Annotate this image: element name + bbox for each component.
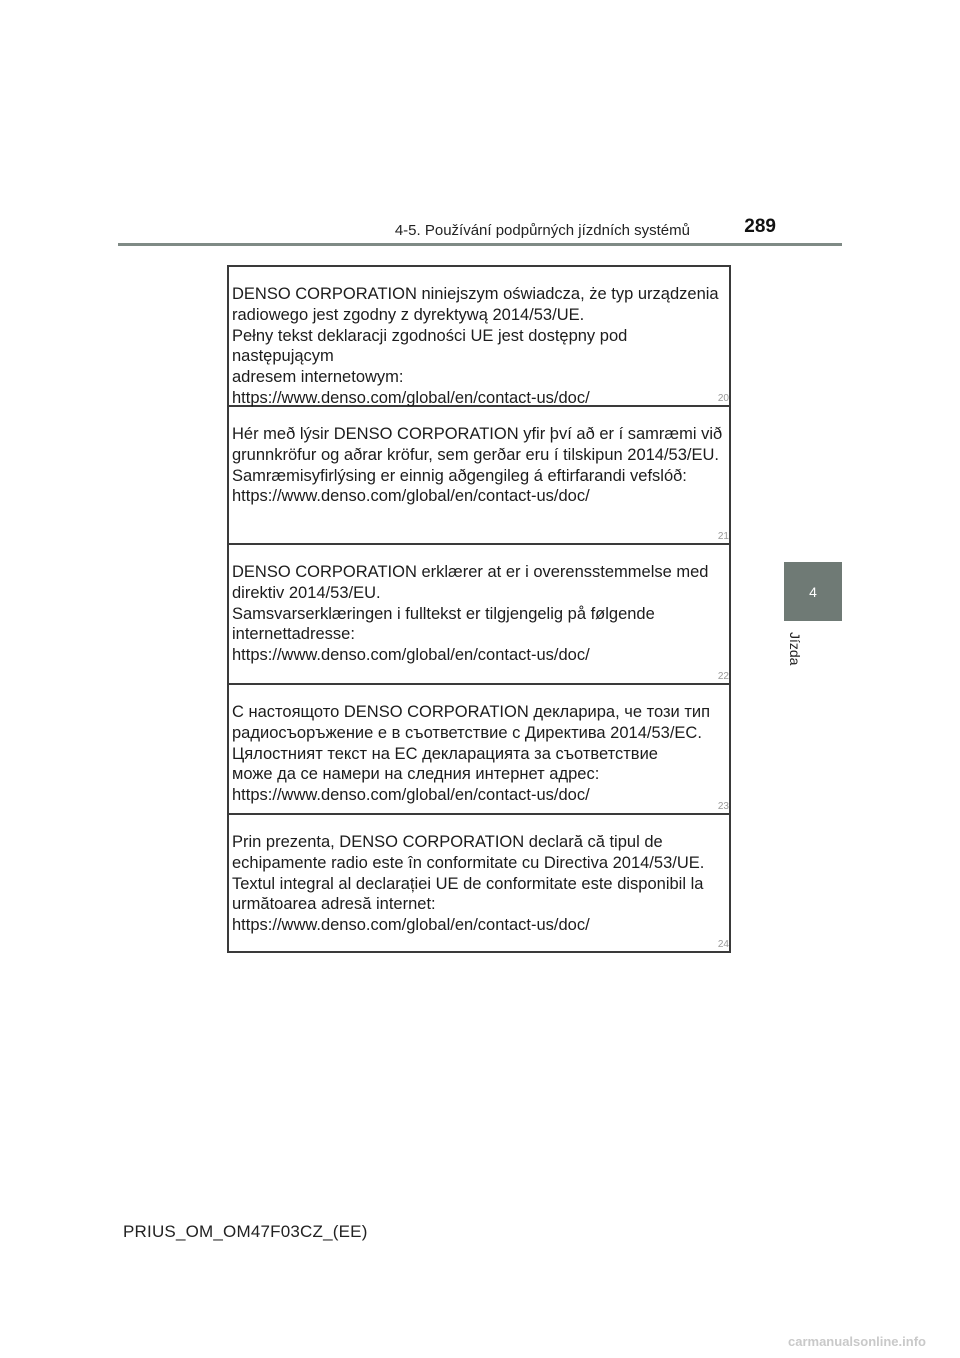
chapter-label: Jízda — [787, 632, 803, 666]
declarations-frame — [227, 265, 731, 953]
section-title: 4-5. Používání podpůrných jízdních systémů — [394, 222, 690, 239]
header-divider — [118, 243, 842, 246]
declaration-index: 21 — [717, 531, 729, 542]
declaration-text: С настоящото DENSO CORPORATION декларира, че този тип радиосъоръжение е в съответствие с Директива 2014/53/ЕС. Цялостният текст на ЕС декларацията за съответствие може да се намери на следния интернет адрес: https://www.denso.com/global/en/contact-us/doc/ — [232, 703, 711, 805]
watermark: carmanualsonline.info — [788, 1334, 926, 1349]
declaration-text: Prin prezenta, DENSO CORPORATION declară că tipul de echipamente radio este în conformitate cu Directiva 2014/53/UE. Textul integral al declarației UE de conformitate este disponibil la următoarea adresă internet: https://www.denso.com/global/en/contact-us/doc/ — [232, 833, 705, 935]
declaration-block-norwegian — [229, 545, 729, 685]
declaration-block-polish — [229, 267, 729, 407]
chapter-tab[interactable] — [784, 562, 842, 621]
declaration-index: 24 — [717, 939, 729, 950]
document-code: PRIUS_OM_OM47F03CZ_(EE) — [123, 1222, 368, 1241]
chapter-number: 4 — [809, 583, 817, 600]
declaration-index: 22 — [717, 671, 729, 682]
declaration-text: Hér með lýsir DENSO CORPORATION yfir því að er í samræmi við grunnkröfur og aðrar kröfur, sem gerðar eru í tilskipun 2014/53/EU. Samræmisyfirlýsing er einnig aðgengileg á eftirfarandi vefslóð: https://www.denso.com/global/en/contact-us/doc/ — [232, 425, 723, 506]
page-number: 289 — [744, 216, 776, 237]
declaration-index: 23 — [717, 801, 729, 812]
declaration-block-romanian — [229, 815, 729, 951]
declaration-block-bulgarian — [229, 685, 729, 815]
declaration-text: DENSO CORPORATION erklærer at er i overensstemmelse med direktiv 2014/53/EU. Samsvarserklæringen i fulltekst er tilgjengelig på følgende internettadresse: https://www.denso.com/global/en/contact-us/doc/ — [232, 563, 709, 665]
declaration-block-icelandic — [229, 407, 729, 545]
declaration-index: 20 — [717, 393, 729, 404]
declaration-text: DENSO CORPORATION niniejszym oświadcza, że typ urządzenia radiowego jest zgodny z dyrektywą 2014/53/UE. Pełny tekst deklaracji zgodności UE jest dostępny pod następującym adresem internetowym: https://www.denso.com/global/en/contact-us/doc/ — [232, 285, 719, 407]
